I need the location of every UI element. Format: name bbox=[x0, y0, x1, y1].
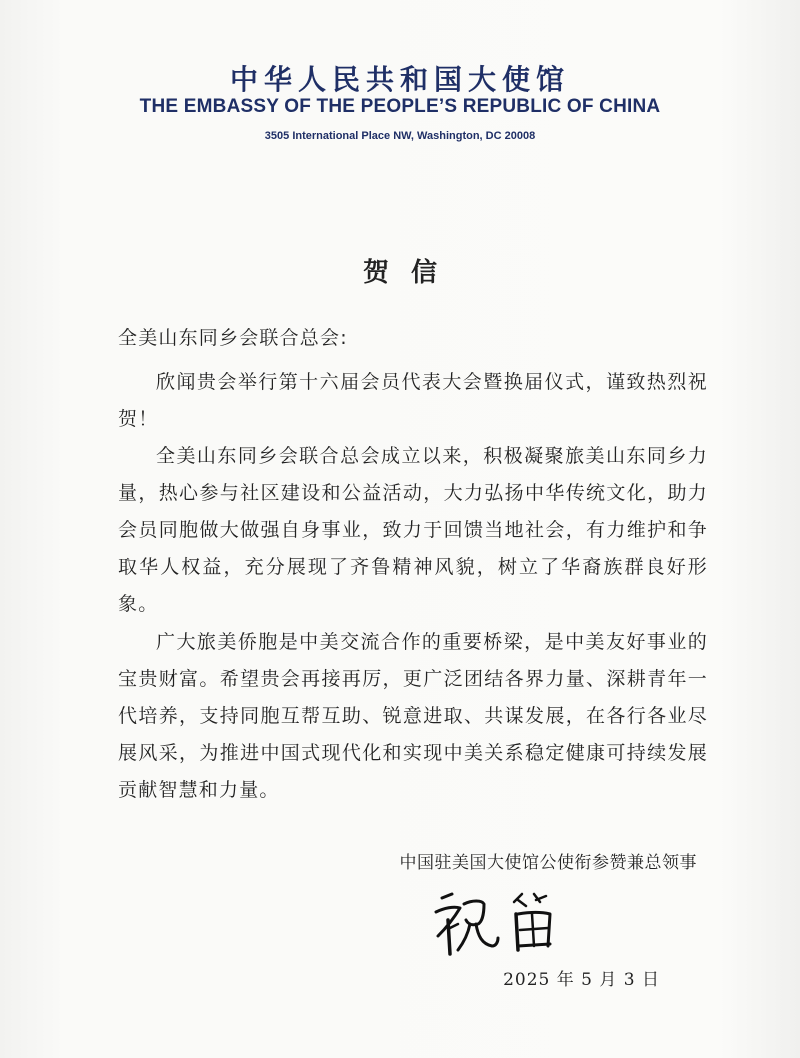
paragraph-3-text: 广大旅美侨胞是中美交流合作的重要桥梁，是中美友好事业的宝贵财富。希望贵会再接再厉，更广泛团结各界力量、深耕青年一代培养，支持同胞互帮互助、锐意进取、共谋发展，在各行各业尽展风采，为推进中国式现代化和实现中美关系稳定健康可持续发展贡献智慧和力量。 bbox=[118, 631, 708, 801]
embassy-name-english: THE EMBASSY OF THE PEOPLE’S REPUBLIC OF CHINA bbox=[139, 96, 661, 117]
salutation: 全美山东同乡会联合总会: bbox=[118, 327, 348, 349]
embassy-name-chinese: 中华人民共和国大使馆 bbox=[229, 63, 570, 96]
paragraph-1-text: 欣闻贵会举行第十六届会员代表大会暨换届仪式，谨致热烈祝贺！ bbox=[118, 371, 708, 430]
paragraph-1 bbox=[118, 364, 708, 438]
paragraph-3 bbox=[118, 624, 708, 809]
letter-title: 贺信 bbox=[362, 258, 459, 288]
letter-date: 2025 年 5 月 3 日 bbox=[503, 970, 660, 990]
paragraph-2-text: 全美山东同乡会联合总会成立以来，积极凝聚旅美山东同乡力量，热心参与社区建设和公益活动，大力弘扬中华传统文化，助力会员同胞做大做强自身事业，致力于回馈当地社会，有力维护和争取华人权益，充分展现了齐鲁精神风貌，树立了华裔族群良好形象。 bbox=[118, 445, 708, 615]
paragraph-2 bbox=[118, 438, 708, 623]
handwritten-signature bbox=[430, 880, 580, 960]
embassy-address: 3505 International Place NW, Washington, DC 20008 bbox=[264, 130, 536, 142]
signer-title: 中国驻美国大使馆公使衔参赞兼总领事 bbox=[399, 853, 697, 873]
